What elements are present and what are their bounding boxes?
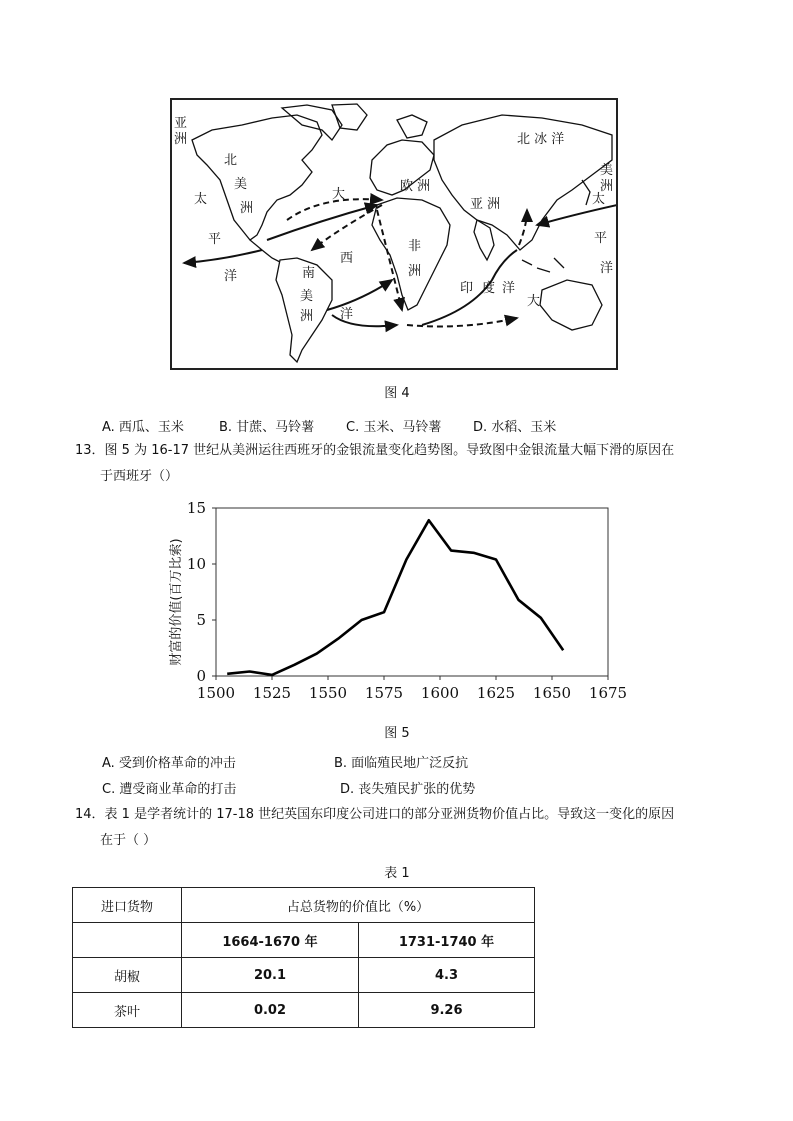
series-line [227, 520, 563, 675]
route-americas-to-europe [267, 205, 377, 240]
y-tick-label: 10 [186, 555, 206, 573]
table-row [73, 993, 535, 1028]
table-cell-item: 胡椒 [73, 958, 182, 993]
dashed-route-europe-to-cape [377, 210, 402, 310]
label-atl-yang: 洋 [340, 307, 354, 322]
q12-option-c[interactable]: C. 玉米、马铃薯 [346, 420, 442, 435]
route-americas-to-pacific [184, 250, 262, 263]
y-axis-label: 财富的价值(百万比索) [169, 538, 184, 666]
q13-option-c[interactable]: C. 遭受商业革命的打击 [102, 782, 237, 797]
q13-stem-line1: 13．图 5 为 16-17 世纪从美洲运往西班牙的金银流量变化趋势图。导致图中金银流量大幅下滑的原因在 [75, 443, 675, 458]
table-period-1: 1664-1670 年 [182, 923, 359, 958]
label-du: 度 [482, 281, 496, 296]
y-tick-label: 0 [196, 667, 206, 685]
label-asia-left-2: 洲 [174, 132, 188, 147]
route-pacific-to-asia [537, 205, 616, 225]
q14-stem-line1: 14．表 1 是学者统计的 17-18 世纪英国东印度公司进口的部分亚洲货物价值占比。导致这一变化的原因 [75, 807, 675, 822]
label-north: 北 [224, 153, 238, 168]
label-right-mei: 美 [600, 163, 614, 178]
label-right-ping: 平 [594, 231, 608, 246]
table-period-2: 1731-1740 年 [359, 923, 535, 958]
label-asia: 亚 洲 [470, 197, 501, 212]
x-tick-label: 1600 [420, 684, 460, 702]
table-cell-value: 4.3 [359, 958, 535, 993]
label-nan: 南 [302, 266, 316, 281]
table-cell-value: 0.02 [182, 993, 359, 1028]
q13-option-a[interactable]: A. 受到价格革命的冲击 [102, 756, 236, 771]
x-tick-label: 1525 [252, 684, 292, 702]
dashed-route-europe-to-americas [312, 205, 382, 250]
table1-caption: 表 1 [384, 866, 410, 881]
q12-option-a[interactable]: A. 西瓜、玉米 [102, 420, 184, 435]
world-map-figure [170, 98, 618, 370]
label-right-zhou: 洲 [600, 179, 614, 194]
figure5-chart [166, 498, 628, 710]
table-cell-value: 20.1 [182, 958, 359, 993]
q14-stem-line2: 在于（ ） [100, 833, 157, 848]
x-tick-label: 1550 [308, 684, 348, 702]
table-header-row [73, 888, 535, 923]
dashed-route-asia-north [519, 210, 527, 245]
figure4-caption: 图 4 [384, 386, 410, 401]
q12-option-d[interactable]: D. 水稻、玉米 [473, 420, 557, 435]
x-tick-label: 1650 [532, 684, 572, 702]
label-right-da: 大 [527, 294, 541, 309]
map-labels [174, 116, 613, 324]
label-af-zhou: 洲 [408, 264, 422, 279]
q13-option-b[interactable]: B. 面临殖民地广泛反抗 [334, 756, 469, 771]
x-tick-label: 1675 [588, 684, 628, 702]
table-header-item: 进口货物 [73, 888, 182, 923]
table-cell-item: 茶叶 [73, 993, 182, 1028]
label-in-yang: 洋 [502, 281, 516, 296]
label-na-zhou: 洲 [240, 201, 254, 216]
label-right-yang: 洋 [600, 261, 614, 276]
label-yang: 洋 [224, 269, 238, 284]
label-yin: 印 [460, 281, 474, 296]
label-da: 大 [332, 187, 346, 202]
label-asia-left-1: 亚 [174, 116, 188, 131]
trade-routes [184, 205, 616, 326]
x-tick-label: 1575 [364, 684, 404, 702]
y-tick-label: 15 [186, 499, 206, 517]
label-xi: 西 [340, 251, 354, 266]
label-sa-zhou: 洲 [300, 309, 314, 324]
q12-option-b[interactable]: B. 甘蔗、马铃薯 [219, 420, 315, 435]
table-empty-cell [73, 923, 182, 958]
table1 [72, 887, 535, 1028]
x-tick-label: 1500 [196, 684, 236, 702]
label-tai: 太 [194, 192, 208, 207]
figure5-caption: 图 5 [384, 726, 410, 741]
label-europe: 欧 洲 [400, 179, 431, 194]
world-map-svg [172, 100, 616, 368]
label-arctic: 北 冰 洋 [517, 132, 565, 147]
table-header-span: 占总货物的价值比（%） [182, 888, 535, 923]
table-cell-value: 9.26 [359, 993, 535, 1028]
label-right-tai: 太 [592, 192, 606, 207]
q13-option-d[interactable]: D. 丧失殖民扩张的优势 [340, 782, 476, 797]
table-row [73, 958, 535, 993]
label-fei: 非 [408, 239, 422, 254]
plot-frame [216, 508, 608, 676]
x-tick-label: 1625 [476, 684, 516, 702]
q13-stem-line2: 于西班牙（） [100, 469, 179, 484]
label-america: 美 [234, 177, 248, 192]
label-ping: 平 [208, 232, 222, 247]
label-sa-mei: 美 [300, 289, 314, 304]
y-tick-label: 5 [196, 611, 206, 629]
line-chart-svg [166, 498, 628, 710]
table-period-row [73, 923, 535, 958]
route-south-america-to-africa [327, 280, 392, 310]
